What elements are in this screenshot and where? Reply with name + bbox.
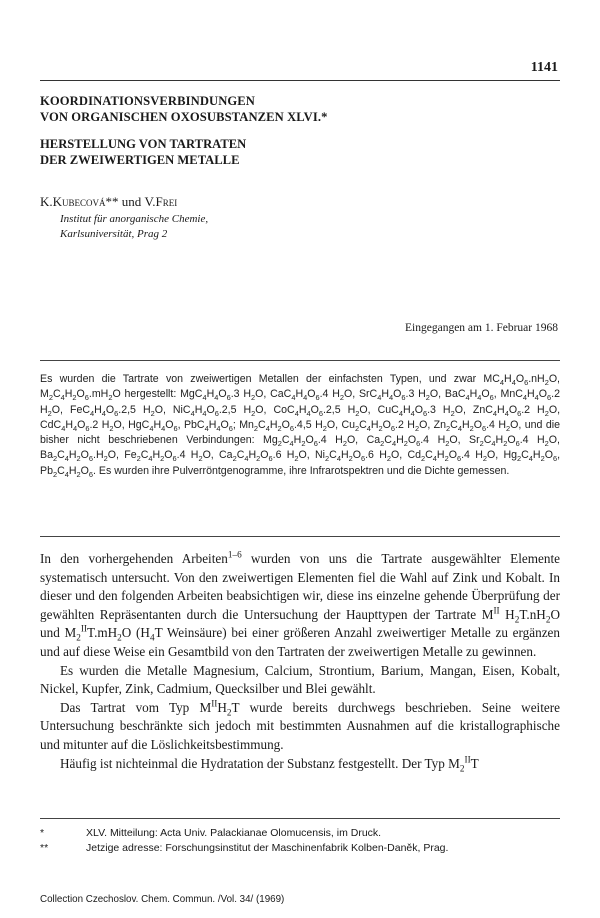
abstract-middle: und die bisher nicht beschriebenen Verbindungen: bbox=[40, 418, 560, 447]
abstract-bottom-rule bbox=[40, 536, 560, 537]
citation-ref: 1–6 bbox=[227, 549, 242, 560]
paragraph-2: Es wurden die Metalle Magnesium, Calcium, Strontium, Barium, Mangan, Eisen, Kobalt, Nickel, Kupfer, Zink, Cadmium, Quecksilber und Blei gewählt. bbox=[40, 662, 560, 697]
body-text bbox=[40, 550, 560, 773]
paragraph-3: Das Tartrat vom Typ $M^{II}H_2T$ wurde bereits durchwegs beschrieben. Seine weitere Untersuchung beschränkte sich jedoch mit bestimmten Ausnahmen auf die kristallographische und mitunter auf die Löslichkeitsbestimmung. bbox=[40, 698, 560, 752]
affiliation-line-1: Institut für anorganische Chemie, bbox=[60, 213, 209, 225]
footnote-rule bbox=[40, 818, 560, 819]
header-rule bbox=[40, 80, 560, 81]
paragraph-4: Häufig ist nichteinmal die Hydratation der Substanz festgestellt. Der Typ $M_2^{II}T$ bbox=[60, 754, 479, 774]
title-line-4: DER ZWEIWERTIGEN METALLE bbox=[40, 153, 240, 167]
abstract: Es wurden die Tartrate von zweiwertigen Metallen der einfachsten Typen, und zwar $MC_4H_4O_6.​nH_2O$, $M_2C_4H_2O_6.mH_2O$ hergestellt: $MgC_4H_4O_6.3$ $H_2O$, $CaC_4H_4O_6.4$ $H_2O$, $SrC_4H_4O_6.3$ $H_2O$, $BaC_4H_4O_6$, $MnC_4H_4O_6.2$ $H_2O$, $FeC_4H_4O_6.2,5$ $H_2O$, $NiC_4H_4O_6.2,5$ $H_2O$, $CoC_4H_4O_6.2,5$ $H_2O$, $CuC_4H_4O_6.3$ $H_2O$, $ZnC_4H_4O_6.2$ $H_2O$, $CdC_4H_4O_6.2$ $H_2O$, $HgC_4H_4O_6$, $PbC_4H_4O_6$; $Mn_2C_4H_2O_6.4,5$ $H_2O$, $Cu_2C_4H_2O_6.2$ $H_2O$, $Zn_2C_4H_2O_6.4$ $H_2O$, und die bisher nicht beschriebenen Verbindungen: $Mg_2C_4H_2O_6.4$ $H_2O$, $Ca_2C_4H_2O_6.4$ $H_2O$, $Sr_2C_4H_2O_6.4$ $H_2O$, $Ba_2C_4H_2O_6.H_2O$, $Fe_2C_4H_2O_6.4$ $H_2O$, $Ca_2C_4H_2O_6.6$ $H_2O$, $Ni_2C_4H_2O_6.6$ $H_2O$, $Cd_2C_4H_2O_6.4$ $H_2O$, $Hg_2C_4H_2O_6$, $Pb_2C_4H_2O_6$. Es wurden ihre Pulverröntgenogramme, ihre Infrarotspektren und die Dichte gemessen. bbox=[40, 373, 561, 479]
title-line-3: HERSTELLUNG VON TARTRATEN bbox=[40, 137, 247, 151]
received-date: Eingegangen am 1. Februar 1968 bbox=[405, 322, 558, 334]
footnote-2: ** Jetzige adresse: Forschungsinstitut der Maschinenfabrik Kolben-Daněk, Prag. bbox=[40, 842, 449, 854]
title-line-1: KOORDINATIONSVERBINDUNGEN bbox=[40, 94, 255, 108]
authors bbox=[40, 194, 177, 210]
footnotes bbox=[40, 826, 560, 856]
journal-citation: Collection Czechoslov. Chem. Commun. /Vol. 34/ (1969) bbox=[40, 894, 285, 905]
article-title bbox=[40, 93, 560, 125]
footnote-1: * XLV. Mitteilung: Acta Univ. Palackianae Olomucensis, im Druck. bbox=[40, 827, 382, 839]
author-conjunction: und bbox=[121, 194, 142, 209]
affiliation-line-2: Karlsuniversität, Prag 2 bbox=[60, 228, 168, 240]
abstract-hergestellt: hergestellt: bbox=[124, 388, 177, 401]
author-frei: V.Frei bbox=[144, 194, 178, 209]
paragraph-1: In den vorhergehenden Arbeiten$^{1-6}$ wurden von uns die Tartrate ausgewählter Elemente systematisch untersucht. Von den zweiwertigen Elementen fiel die Wahl auf Zink und Kobalt. In dieser und den folgenden Arbeiten beabsichtigen wir, diese ins einzelne gehende Überprüfung der gewählten Repräsentanten durch die Untersuchung der Haupttypen der Tartrate $M^{II}$ $H_2T.nH_2O$ und $M_2^{II}T.mH_2O$ ($H_4T$ Weinsäure) bei einer größeren Anzahl zweiwertiger Metalle zu ergänzen und auf diese Weise ein Gesamtbild von den Tartraten der zweiwertigen Metalle zu gewinnen. bbox=[40, 549, 560, 659]
author-kubecova: K.Kubecová** bbox=[40, 194, 119, 209]
title-line-2: VON ORGANISCHEN OXOSUBSTANZEN XLVI.* bbox=[40, 110, 328, 124]
affiliation bbox=[60, 212, 208, 242]
abstract-end: Es wurden ihre Pulverröntgenogramme, ihre Infrarotspektren und die Dichte gemessen. bbox=[98, 464, 510, 477]
abstract-intro: Es wurden die Tartrate von zweiwertigen Metallen der einfachsten Typen, und zwar bbox=[40, 373, 477, 385]
abstract-top-rule bbox=[40, 360, 560, 361]
article-subtitle bbox=[40, 136, 560, 168]
page-number: 1141 bbox=[530, 60, 558, 75]
